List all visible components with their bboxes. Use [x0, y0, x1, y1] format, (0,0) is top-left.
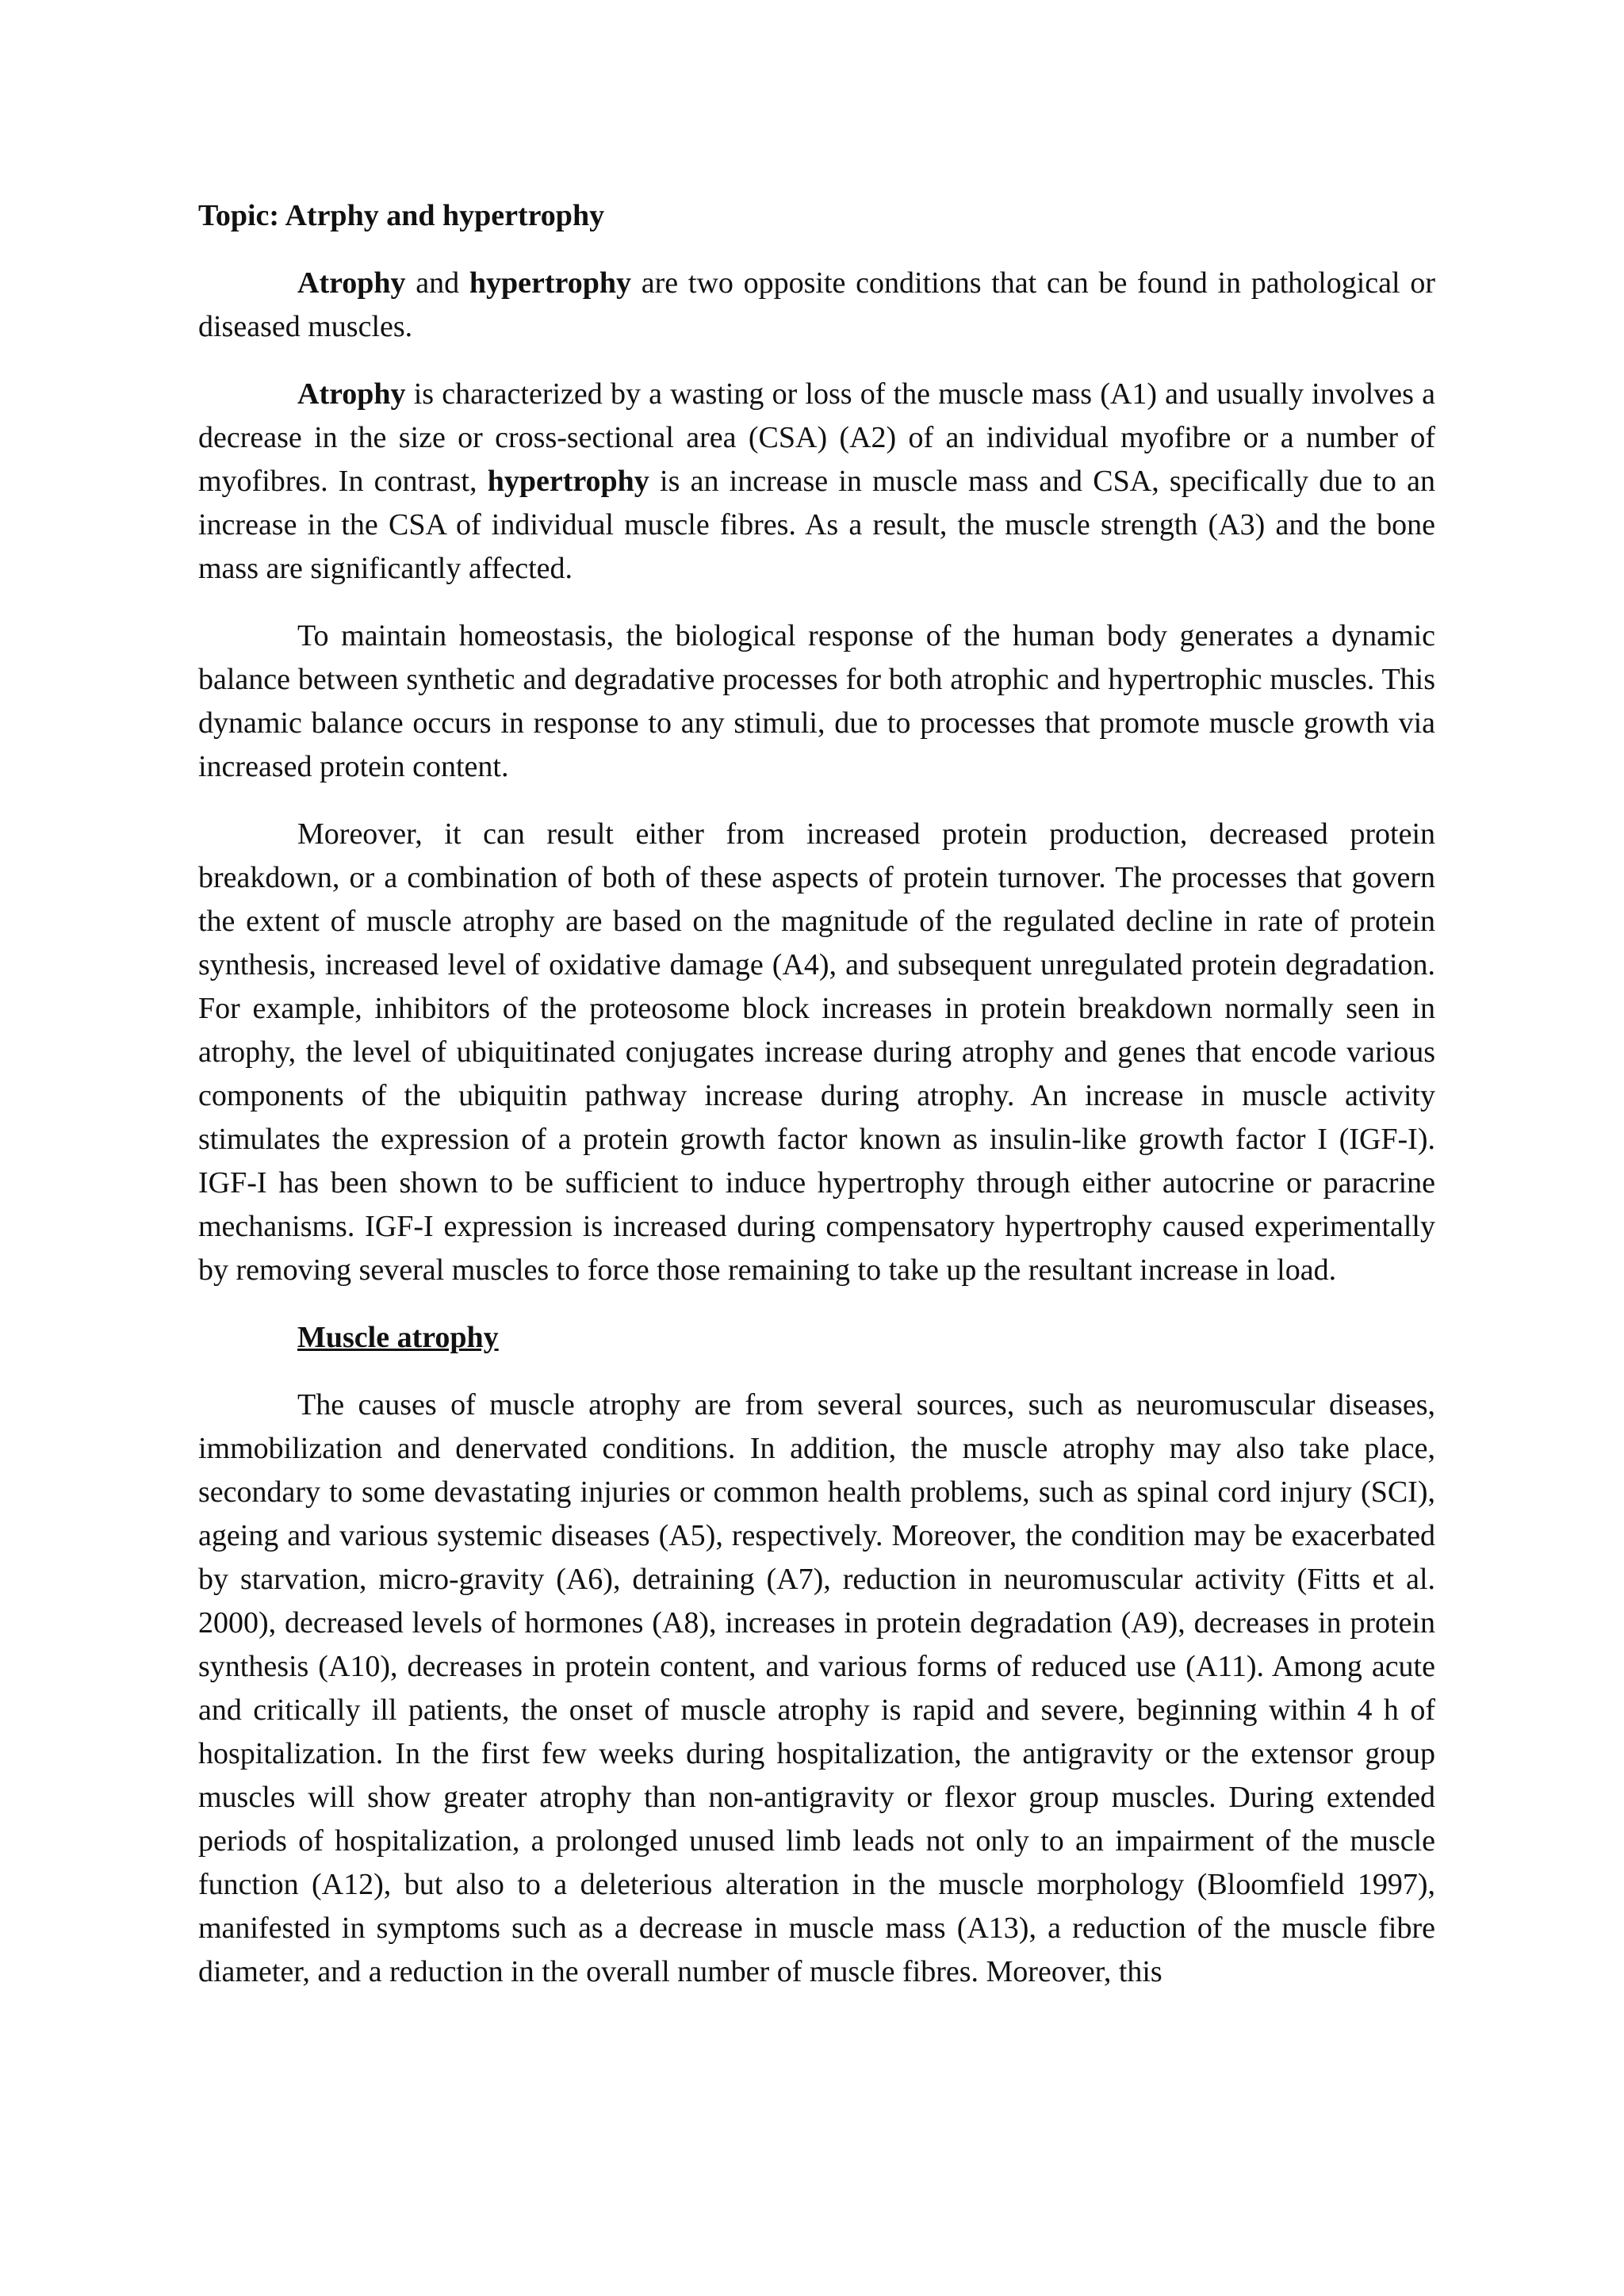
document-page [198, 194, 1435, 2018]
text-run: are two opposite conditions that can be found in pathological or diseased muscles. [198, 266, 1435, 343]
topic-heading: Topic: Atrphy and hypertrophy [198, 199, 605, 232]
text-run: is characterized by a wasting or loss of the muscle mass (A1) and usually involves a decrease in the size or cross-sectional area (CSA) (A2) of an individual myofibre or a number of myofibres. In contrast, [198, 377, 1435, 498]
paragraph-intro [198, 262, 1435, 349]
paragraph-homeostasis: To maintain homeostasis, the biological response of the human body generates a dynamic balance between synthetic and degradative processes for both atrophic and hypertrophic muscles. This dynamic balance occurs in response to any stimuli, due to processes that promote muscle growth via increased protein content. [198, 619, 1435, 783]
term-hypertrophy: hypertrophy [487, 465, 649, 498]
paragraph-causes: The causes of muscle atrophy are from several sources, such as neuromuscular diseases, immobilization and denervated conditions. In addition, the muscle atrophy may also take place, secondary to some devastating injuries or common health problems, such as spinal cord injury (SCI), ageing and various systemic diseases (A5), respectively. Moreover, the condition may be exacerbated by starvation, micro-gravity (A6), detraining (A7), reduction in neuromuscular activity (Fitts et al. 2000), decreased levels of hormones (A8), increases in protein degradation (A9), decreases in protein synthesis (A10), decreases in protein content, and various forms of reduced use (A11). Among acute and critically ill patients, the onset of muscle atrophy is rapid and severe, beginning within 4 h of hospitalization. In the first few weeks during hospitalization, the antigravity or the extensor group muscles will show greater atrophy than non-antigravity or flexor group muscles. During extended periods of hospitalization, a prolonged unused limb leads not only to an impairment of the muscle function (A12), but also to a deleterious alteration in the muscle morphology (Bloomfield 1997), manifested in symptoms such as a decrease in muscle mass (A13), a reduction of the muscle fibre diameter, and a reduction in the overall number of muscle fibres. Moreover, this [198, 1388, 1435, 1988]
term-atrophy: Atrophy [297, 377, 406, 411]
term-atrophy: Atrophy [297, 266, 406, 300]
text-run: and [405, 266, 469, 300]
paragraph-protein-turnover: Moreover, it can result either from increased protein production, decreased protein breakdown, or a combination of both of these aspects of protein turnover. The processes that govern the extent of muscle atrophy are based on the magnitude of the regulated decline in rate of protein synthesis, increased level of oxidative damage (A4), and subsequent unregulated protein degradation. For example, inhibitors of the proteosome block increases in protein breakdown normally seen in atrophy, the level of ubiquitinated conjugates increase during atrophy and genes that encode various components of the ubiquitin pathway increase during atrophy. An increase in muscle activity stimulates the expression of a protein growth factor known as insulin-like growth factor I (IGF-I). IGF-I has been shown to be sufficient to induce hypertrophy through either autocrine or paracrine mechanisms. IGF-I expression is increased during compensatory hypertrophy caused experimentally by removing several muscles to force those remaining to take up the resultant increase in load. [198, 817, 1435, 1287]
term-hypertrophy: hypertrophy [469, 266, 632, 300]
section-heading-muscle-atrophy: Muscle atrophy [297, 1321, 499, 1354]
text-run: is an increase in muscle mass and CSA, specifically due to an increase in the CSA of individual muscle fibres. As a result, the muscle strength (A3) and the bone mass are significantly affected. [198, 465, 1435, 585]
paragraph-definitions [198, 373, 1435, 591]
